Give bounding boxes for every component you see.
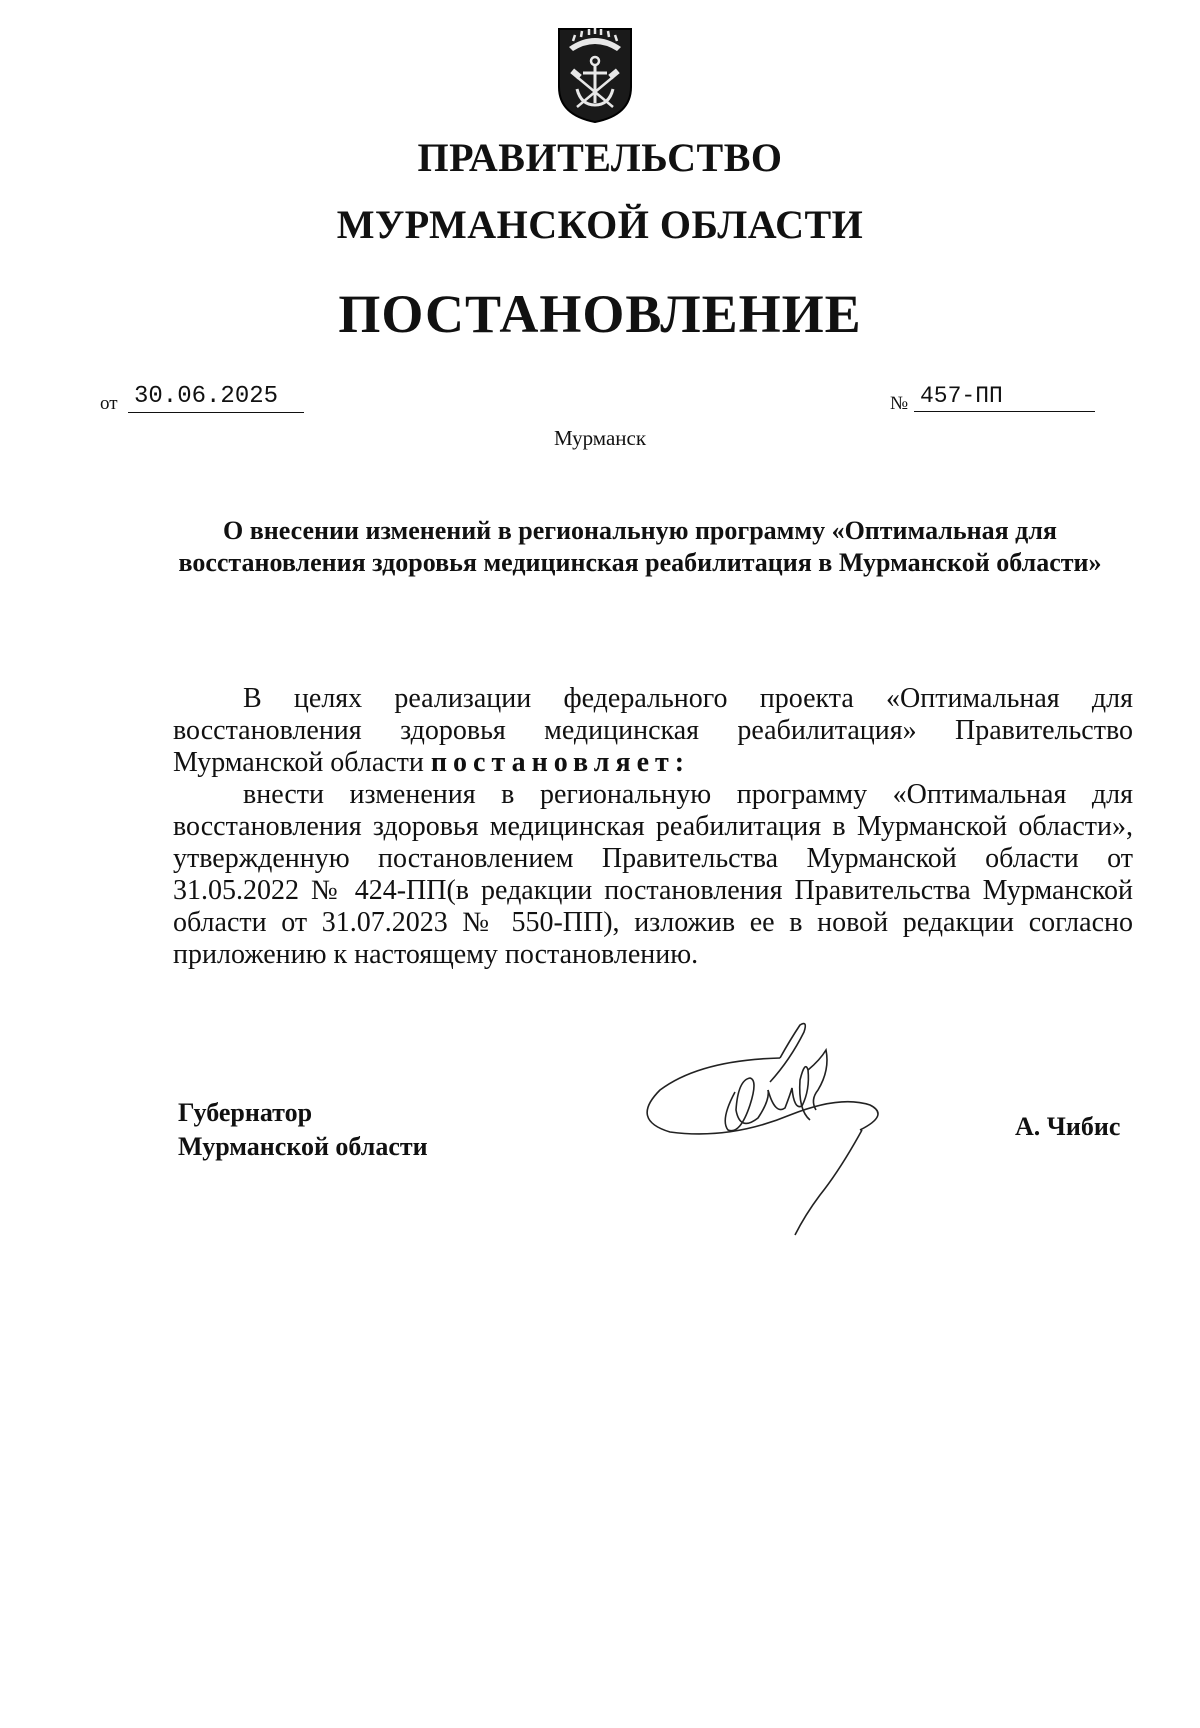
org-name-line1: ПРАВИТЕЛЬСТВО bbox=[417, 135, 783, 180]
signatory-title-line1: Губернатор bbox=[178, 1098, 313, 1127]
coat-of-arms-icon bbox=[555, 25, 635, 125]
body-paragraph-2: внести изменения в региональную программу «Оптимальная для восстановления здоровья медицинская реабилитация в Мурманской области», утвержденную постановлением Правительства Мурманской области от 31.05.2022 № 424-ПП(в редакции постановления Правительства Мурманской области от 31.07.2023 № 550-ПП), изложив ее в новой редакции согласно приложению к настоящему постановлению. bbox=[173, 779, 1133, 970]
document-subject: О внесении изменений в региональную программу «Оптимальная для восстановления здоровья медицинская реабилитация в Мурманской области» bbox=[178, 516, 1102, 577]
body-paragraph-1 bbox=[173, 683, 1133, 779]
document-body bbox=[173, 683, 1133, 971]
org-name-line2: МУРМАНСКОЙ ОБЛАСТИ bbox=[336, 202, 864, 247]
signatory-title bbox=[178, 1096, 428, 1164]
signatory-title-line2: Мурманской области bbox=[178, 1132, 428, 1161]
signatory-name: А. Чибис bbox=[1015, 1112, 1121, 1141]
document-date: 30.06.2025 bbox=[128, 382, 304, 413]
number-label: № bbox=[890, 393, 909, 414]
document-number: 457-ПП bbox=[914, 381, 1095, 412]
city: Мурманск bbox=[553, 426, 647, 450]
signature-icon bbox=[640, 1020, 930, 1240]
document-type: ПОСТАНОВЛЕНИЕ bbox=[338, 284, 862, 344]
body-paragraph-1-text: В целях реализации федерального проекта «Оптимальная для восстановления здоровья медицинская реабилитация» Правительство Мурманской области bbox=[173, 683, 1133, 778]
date-label: от bbox=[100, 393, 118, 414]
decree-keyword: постановляет: bbox=[430, 747, 691, 778]
